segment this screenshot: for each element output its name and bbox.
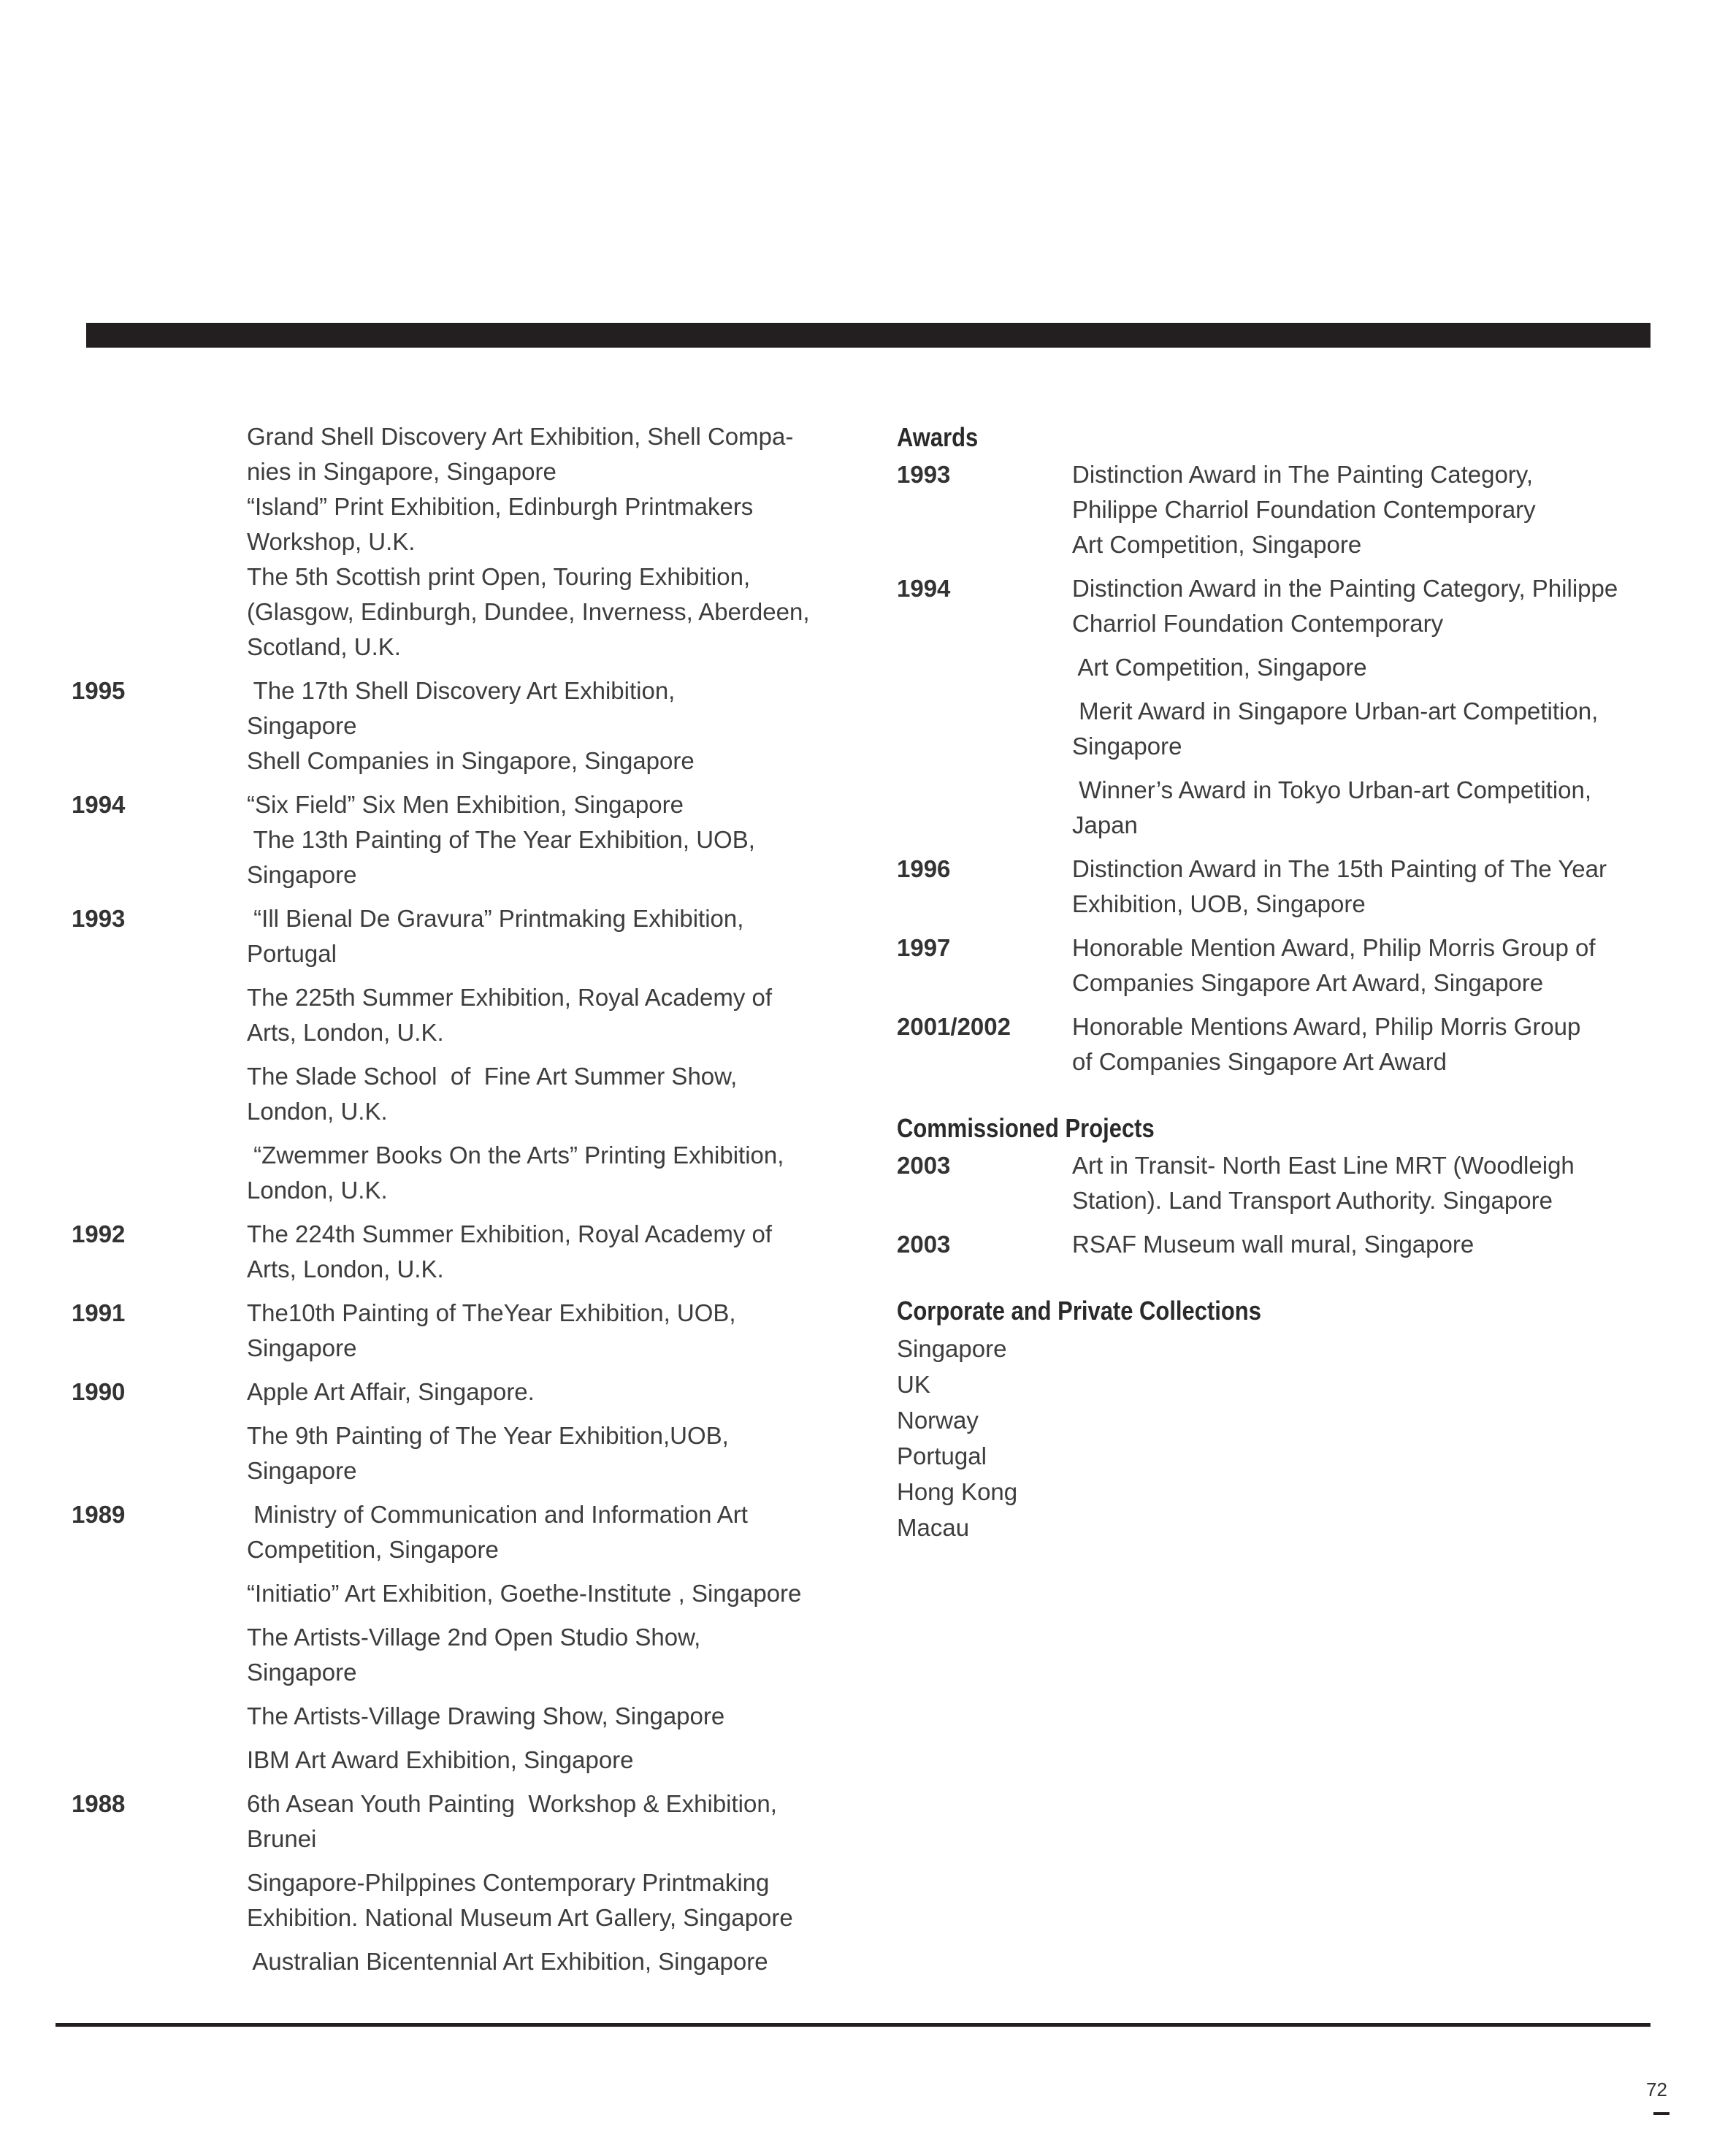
entry-text	[247, 980, 831, 1050]
awards-list	[897, 457, 1656, 1079]
entry	[897, 650, 1656, 685]
collections-section	[897, 1293, 1656, 1545]
entry-line: Singapore	[247, 1659, 357, 1686]
commissioned-heading: Commissioned Projects	[897, 1113, 1155, 1143]
entry-line: The 5th Scottish print Open, Touring Exhibition,	[247, 563, 751, 590]
entry-text	[1072, 457, 1656, 562]
entry-line: Australian Bicentennial Art Exhibition, Singapore	[247, 1948, 768, 1975]
entry-text	[247, 787, 831, 892]
entry-line: (Glasgow, Edinburgh, Dundee, Inverness, Aberdeen,	[247, 598, 810, 625]
entry	[72, 787, 831, 892]
entry-text	[247, 1296, 831, 1366]
entry-line: Portugal	[247, 940, 337, 967]
entry-line: Winner’s Award in Tokyo Urban-art Competition,	[1072, 776, 1592, 803]
entry-line: Merit Award in Singapore Urban-art Competition,	[1072, 697, 1599, 725]
entry-year: 1997	[897, 934, 951, 961]
entry	[72, 673, 831, 779]
entry	[72, 1217, 831, 1287]
entry-line: Apple Art Affair, Singapore.	[247, 1378, 535, 1405]
entry-text	[247, 1699, 831, 1734]
entry-text	[1072, 773, 1656, 843]
entry-line: Scotland, U.K.	[247, 633, 401, 660]
entry-line: The 13th Painting of The Year Exhibition, UOB,	[247, 826, 755, 853]
entry-year: 1992	[72, 1220, 126, 1247]
entry-line: 6th Asean Youth Painting Workshop & Exhibition,	[247, 1790, 777, 1817]
entry-line: “Zwemmer Books On the Arts” Printing Exhibition,	[247, 1142, 784, 1169]
entry-text	[1072, 1227, 1656, 1262]
entry-line: Distinction Award in The 15th Painting of The Year	[1072, 855, 1607, 882]
entry-line: Art Competition, Singapore	[1072, 654, 1367, 681]
entry	[72, 1620, 831, 1690]
entry-text	[247, 1865, 831, 1935]
entry-line: The10th Painting of TheYear Exhibition, UOB,	[247, 1299, 736, 1326]
entry-line: Companies Singapore Art Award, Singapore	[1072, 969, 1544, 996]
entry-line: Singapore	[247, 1334, 357, 1361]
entry-line: Arts, London, U.K.	[247, 1255, 444, 1282]
entry-line: Competition, Singapore	[247, 1536, 499, 1563]
collection-item: Norway	[897, 1407, 979, 1434]
entry-text	[1072, 650, 1656, 685]
entry	[897, 773, 1656, 843]
entry-line: The Artists-Village Drawing Show, Singapore	[247, 1702, 725, 1729]
entry-text	[247, 419, 831, 665]
entry-line: “Six Field” Six Men Exhibition, Singapore	[247, 791, 684, 818]
entry-line: Ministry of Communication and Information Art	[247, 1501, 748, 1528]
entry-text	[247, 1217, 831, 1287]
entry-line: RSAF Museum wall mural, Singapore	[1072, 1231, 1475, 1258]
entry-text	[247, 1743, 831, 1778]
entry-line: Station). Land Transport Authority. Singapore	[1072, 1187, 1553, 1214]
entry	[72, 980, 831, 1050]
entry	[72, 1418, 831, 1488]
entry	[72, 1138, 831, 1208]
entry-text	[247, 1576, 831, 1611]
entry-line: Distinction Award in The Painting Category,	[1072, 461, 1534, 488]
entry	[897, 1227, 1656, 1262]
collection-item: Singapore	[897, 1335, 1007, 1362]
collection-item: Macau	[897, 1514, 970, 1541]
entry-year: 2001/2002	[897, 1013, 1011, 1040]
entry-line: Exhibition. National Museum Art Gallery, Singapore	[247, 1904, 793, 1931]
entry-text	[1072, 852, 1656, 922]
awards-heading: Awards	[897, 422, 979, 452]
collections-list	[897, 1331, 1656, 1545]
entry-text	[1072, 930, 1656, 1001]
entry	[72, 419, 831, 665]
collection-item: Hong Kong	[897, 1478, 1018, 1505]
entry	[72, 1296, 831, 1366]
entry-line: London, U.K.	[247, 1098, 388, 1125]
entry	[72, 1576, 831, 1611]
exhibitions-column	[72, 419, 831, 1988]
entry	[72, 901, 831, 971]
entry	[897, 1148, 1656, 1218]
entry-year: 1995	[72, 677, 126, 704]
entry	[897, 930, 1656, 1001]
entry-line: The Artists-Village 2nd Open Studio Show,	[247, 1624, 701, 1651]
entry-text	[247, 1375, 831, 1410]
commissioned-section	[897, 1110, 1656, 1262]
entry-year: 1991	[72, 1299, 126, 1326]
entry-year: 1994	[72, 791, 126, 818]
entry-text	[247, 1497, 831, 1567]
entry-line: Philippe Charriol Foundation Contemporary	[1072, 496, 1536, 523]
entry	[72, 1375, 831, 1410]
entry	[72, 1944, 831, 1979]
entry	[72, 1497, 831, 1567]
entry	[72, 1865, 831, 1935]
entry-line: Shell Companies in Singapore, Singapore	[247, 747, 695, 774]
collections-heading: Corporate and Private Collections	[897, 1296, 1261, 1326]
entry-line: “Island” Print Exhibition, Edinburgh Printmakers	[247, 493, 754, 520]
entry	[897, 1009, 1656, 1079]
entry-line: Honorable Mention Award, Philip Morris Group of	[1072, 934, 1596, 961]
entry-line: Japan	[1072, 811, 1138, 838]
entry-line: The Slade School of Fine Art Summer Show,	[247, 1063, 738, 1090]
entry-line: London, U.K.	[247, 1177, 388, 1204]
page-number-tick	[1653, 2112, 1669, 2115]
entry-line: The 17th Shell Discovery Art Exhibition,	[247, 677, 676, 704]
entry-text	[247, 1944, 831, 1979]
entry	[72, 1059, 831, 1129]
entry-year: 1989	[72, 1501, 126, 1528]
entry-text	[1072, 1009, 1656, 1079]
entry-line: Singapore	[247, 861, 357, 888]
entry-line: IBM Art Award Exhibition, Singapore	[247, 1746, 634, 1773]
entry	[897, 852, 1656, 922]
entry-line: Grand Shell Discovery Art Exhibition, Shell Compa-	[247, 423, 794, 450]
entry-line: Brunei	[247, 1825, 317, 1852]
entry-year: 1994	[897, 575, 951, 602]
entry-line: Arts, London, U.K.	[247, 1019, 444, 1046]
entry	[72, 1786, 831, 1857]
page-number: 72	[1646, 2079, 1667, 2100]
entry-text	[247, 1059, 831, 1129]
entry-text	[1072, 1148, 1656, 1218]
entry	[72, 1699, 831, 1734]
entry-line: Singapore	[247, 1457, 357, 1484]
entry-line: “Ill Bienal De Gravura” Printmaking Exhibition,	[247, 905, 744, 932]
entry-text	[247, 1138, 831, 1208]
entry-line: Distinction Award in the Painting Category, Philippe	[1072, 575, 1618, 602]
entry-line: Singapore-Philppines Contemporary Printmaking	[247, 1869, 770, 1896]
entry-year: 2003	[897, 1231, 951, 1258]
entry-line: Honorable Mentions Award, Philip Morris Group	[1072, 1013, 1581, 1040]
entry-line: Singapore	[247, 712, 357, 739]
entry-text	[247, 673, 831, 779]
entry-line: Singapore	[1072, 733, 1182, 760]
entry-text	[247, 901, 831, 971]
awards-column	[897, 419, 1656, 1576]
entry-line: Art Competition, Singapore	[1072, 531, 1362, 558]
entry	[897, 694, 1656, 764]
entry-year: 1990	[72, 1378, 126, 1405]
entry-year: 1993	[897, 461, 951, 488]
header-bar	[86, 323, 1651, 348]
entry-text	[247, 1786, 831, 1857]
entry-line: Art in Transit- North East Line MRT (Woodleigh	[1072, 1152, 1575, 1179]
entry-text	[1072, 571, 1656, 641]
entry-year: 1996	[897, 855, 951, 882]
entry-year: 1988	[72, 1790, 126, 1817]
collection-item: UK	[897, 1371, 930, 1398]
entry-line: nies in Singapore, Singapore	[247, 458, 556, 485]
footer-rule	[56, 2023, 1651, 2027]
entry-line: Charriol Foundation Contemporary	[1072, 610, 1444, 637]
entry-line: “Initiatio” Art Exhibition, Goethe-Institute , Singapore	[247, 1580, 802, 1607]
entry-year: 1993	[72, 905, 126, 932]
entry-line: of Companies Singapore Art Award	[1072, 1048, 1447, 1075]
entry-line: Exhibition, UOB, Singapore	[1072, 890, 1366, 917]
entry	[897, 457, 1656, 562]
entry-text	[247, 1418, 831, 1488]
entry-line: The 224th Summer Exhibition, Royal Academy of	[247, 1220, 773, 1247]
awards-section	[897, 419, 1656, 1079]
entry	[72, 1743, 831, 1778]
entry-text	[1072, 694, 1656, 764]
collection-item: Portugal	[897, 1442, 987, 1469]
commissioned-list	[897, 1148, 1656, 1262]
entry-line: The 225th Summer Exhibition, Royal Academy of	[247, 984, 773, 1011]
entry	[897, 571, 1656, 641]
entry-year: 2003	[897, 1152, 951, 1179]
entry-line: The 9th Painting of The Year Exhibition,UOB,	[247, 1422, 729, 1449]
entry-text	[247, 1620, 831, 1690]
entry-line: Workshop, U.K.	[247, 528, 416, 555]
